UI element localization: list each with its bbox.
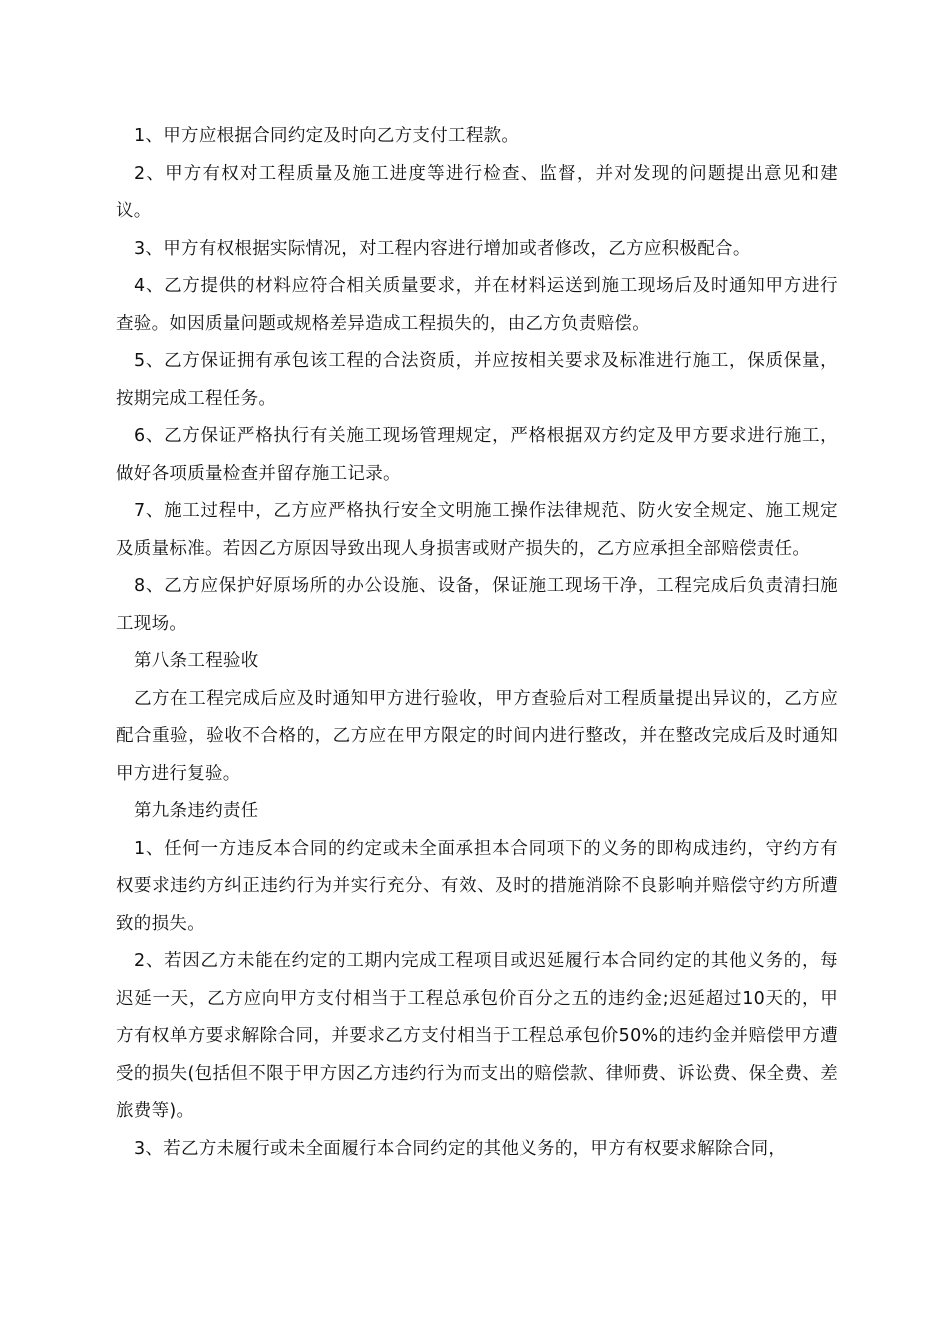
clause-paragraph-5: 5、乙方保证拥有承包该工程的合法资质，并应按相关要求及标准进行施工，保质保量，按期完成工程任务。	[116, 351, 838, 409]
clause-paragraph-7: 7、施工过程中，乙方应严格执行安全文明施工操作法律规范、防火安全规定、施工规定及质量标准。若因乙方原因导致出现人身损害或财产损失的，乙方应承担全部赔偿责任。	[116, 501, 838, 559]
clause-paragraph-6: 6、乙方保证严格执行有关施工现场管理规定，严格根据双方约定及甲方要求进行施工，做好各项质量检查并留存施工记录。	[116, 426, 838, 484]
clause-paragraph-8: 8、乙方应保护好原场所的办公设施、设备，保证施工现场干净，工程完成后负责清扫施工现场。	[116, 576, 838, 634]
clause-paragraph-3: 3、甲方有权根据实际情况，对工程内容进行增加或者修改，乙方应积极配合。	[134, 238, 751, 259]
section-9-paragraph-3: 3、若乙方未履行或未全面履行本合同约定的其他义务的，甲方有权要求解除合同，	[134, 1138, 787, 1159]
section-9-paragraph-1: 1、任何一方违反本合同的约定或未全面承担本合同项下的义务的即构成违约，守约方有权要求违约方纠正违约行为并实行充分、有效、及时的措施消除不良影响并赔偿守约方所遭致的损失。	[116, 838, 838, 934]
clause-paragraph-4: 4、乙方提供的材料应符合相关质量要求，并在材料运送到施工现场后及时通知甲方进行查验。如因质量问题或规格差异造成工程损失的，由乙方负责赔偿。	[116, 276, 838, 334]
section-8-heading: 第八条工程验收	[134, 651, 259, 671]
clause-paragraph-2: 2、甲方有权对工程质量及施工进度等进行检查、监督，并对发现的问题提出意见和建议。	[116, 163, 838, 221]
section-8-paragraph: 乙方在工程完成后应及时通知甲方进行验收，甲方查验后对工程质量提出异议的，乙方应配合重验，验收不合格的，乙方应在甲方限定的时间内进行整改，并在整改完成后及时通知甲方进行复验。	[116, 688, 838, 784]
clause-paragraph-1: 1、甲方应根据合同约定及时向乙方支付工程款。	[134, 126, 520, 146]
section-9-paragraph-2: 2、若因乙方未能在约定的工期内完成工程项目或迟延履行本合同约定的其他义务的，每迟延一天，乙方应向甲方支付相当于工程总承包价百分之五的违约金;迟延超过10天的，甲方有权单方要求解除合同，并要求乙方支付相当于工程总承包价50%的违约金并赔偿甲方遭受的损失(包括但不限于甲方因乙方违约行为而支出的赔偿款、律师费、诉讼费、保全费、差旅费等)。	[116, 951, 838, 1121]
section-9-heading: 第九条违约责任	[134, 801, 259, 821]
document-body	[116, 118, 838, 1168]
